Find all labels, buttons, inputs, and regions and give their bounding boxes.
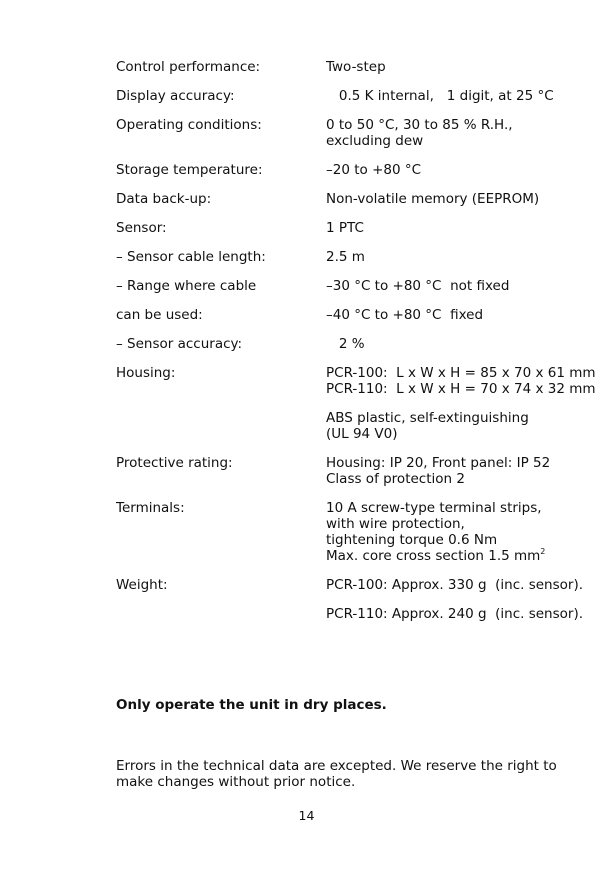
spec-row-operating-conditions bbox=[116, 117, 576, 149]
spec-value bbox=[326, 117, 576, 149]
spec-row-protective-rating bbox=[116, 455, 576, 487]
spec-row-cable-range bbox=[116, 278, 576, 294]
spec-row-display-accuracy bbox=[116, 88, 576, 104]
spec-value-line: 0.5 K internal, 1 digit, at 25 °C bbox=[326, 88, 554, 104]
spec-value bbox=[326, 249, 576, 265]
spec-value bbox=[326, 88, 576, 104]
spec-row-data-backup bbox=[116, 191, 576, 207]
spec-value bbox=[326, 365, 596, 442]
spec-value-line: tightening torque 0.6 Nm bbox=[326, 532, 498, 548]
spec-value bbox=[326, 59, 576, 75]
spec-value bbox=[326, 220, 576, 236]
spec-row-weight bbox=[116, 577, 584, 622]
spec-value-line: 1 PTC bbox=[326, 220, 364, 236]
technical-data-table bbox=[116, 59, 596, 622]
spec-label: Display accuracy: bbox=[116, 88, 235, 104]
spec-value-line: –20 to +80 °C bbox=[326, 162, 422, 178]
spec-value-line bbox=[326, 548, 576, 564]
spec-label: Housing: bbox=[116, 365, 176, 381]
spec-row-sensor bbox=[116, 220, 576, 236]
spec-row-terminals bbox=[116, 500, 576, 564]
spec-row-sensor-accuracy bbox=[116, 336, 576, 352]
page-number: 14 bbox=[298, 808, 315, 823]
spec-value-line: PCR-110: L x W x H = 70 x 74 x 32 mm bbox=[326, 381, 596, 397]
spec-value-line: excluding dew bbox=[326, 133, 424, 149]
spec-value-line: Non-volatile memory (EEPROM) bbox=[326, 191, 540, 207]
spec-value-line: Housing: IP 20, Front panel: IP 52 bbox=[326, 455, 551, 471]
spec-value-line: 2.5 m bbox=[326, 249, 365, 265]
spec-label: Protective rating: bbox=[116, 455, 233, 471]
disclaimer-text: Errors in the technical data are excepted. We reserve the right to make changes without prior notice. bbox=[116, 758, 557, 790]
warning-text: Only operate the unit in dry places. bbox=[116, 697, 387, 713]
spec-value-line: –40 °C to +80 °C fixed bbox=[326, 307, 484, 323]
spec-value-line: 10 A screw-type terminal strips, bbox=[326, 500, 542, 516]
spec-value bbox=[326, 162, 576, 178]
spec-row-control-performance bbox=[116, 59, 576, 75]
spec-label: can be used: bbox=[116, 307, 203, 323]
spec-value-line: 2 % bbox=[326, 336, 365, 352]
spec-value bbox=[326, 455, 576, 487]
spec-value bbox=[326, 278, 576, 294]
spec-value-line: –30 °C to +80 °C not fixed bbox=[326, 278, 510, 294]
spec-row-cable-range-fixed bbox=[116, 307, 576, 323]
spec-label: – Sensor accuracy: bbox=[116, 336, 243, 352]
spec-value-line: PCR-110: Approx. 240 g (inc. sensor). bbox=[326, 606, 584, 622]
spec-label: Terminals: bbox=[116, 500, 185, 516]
spec-value-line: ABS plastic, self-extinguishing bbox=[326, 410, 529, 426]
spec-row-storage-temperature bbox=[116, 162, 576, 178]
superscript-unit: 2 bbox=[540, 547, 546, 556]
spec-value-line: PCR-100: L x W x H = 85 x 70 x 61 mm bbox=[326, 365, 596, 381]
spec-label: – Sensor cable length: bbox=[116, 249, 266, 265]
spec-value-line: Class of protection 2 bbox=[326, 471, 465, 487]
spec-value bbox=[326, 307, 576, 323]
spec-value-line: 0 to 50 °C, 30 to 85 % R.H., bbox=[326, 117, 513, 133]
spec-row-sensor-cable-length bbox=[116, 249, 576, 265]
spec-value bbox=[326, 500, 576, 564]
spec-value-line: with wire protection, bbox=[326, 516, 465, 532]
spec-label: Sensor: bbox=[116, 220, 167, 236]
spec-value-line: (UL 94 V0) bbox=[326, 426, 398, 442]
spec-value-text: Max. core cross section 1.5 mm bbox=[326, 548, 541, 564]
spec-label: Data back-up: bbox=[116, 191, 212, 207]
spec-label: – Range where cable bbox=[116, 278, 257, 294]
spec-value bbox=[326, 577, 583, 622]
spec-value-line: PCR-100: Approx. 330 g (inc. sensor). bbox=[326, 577, 584, 593]
spec-label: Control performance: bbox=[116, 59, 261, 75]
spec-value-line: Two-step bbox=[326, 59, 386, 75]
spec-value bbox=[326, 336, 576, 352]
spec-value bbox=[326, 191, 576, 207]
spec-label: Operating conditions: bbox=[116, 117, 262, 133]
spec-row-housing bbox=[116, 365, 596, 442]
spec-label: Storage temperature: bbox=[116, 162, 263, 178]
spec-label: Weight: bbox=[116, 577, 168, 593]
